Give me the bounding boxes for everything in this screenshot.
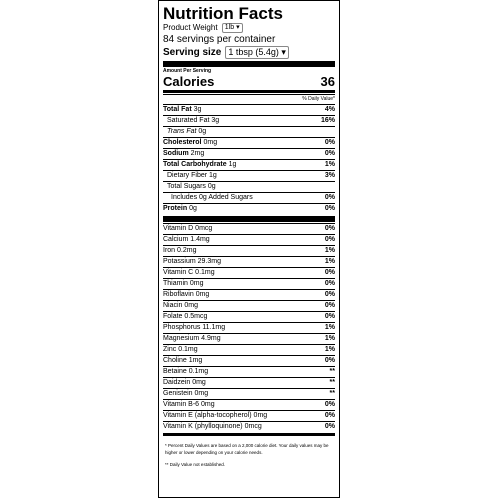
nutrient-amount: 0.1mg bbox=[195, 269, 215, 277]
nutrient-amount: 0mg bbox=[253, 412, 268, 420]
nutrient-daily-value: ** bbox=[329, 379, 335, 387]
nutrient-label: Daidzein bbox=[163, 379, 191, 387]
nutrient-label: Zinc bbox=[163, 346, 177, 354]
nutrient-amount: 0mg bbox=[195, 291, 210, 299]
nutrient-row bbox=[163, 399, 335, 410]
product-weight-row bbox=[163, 23, 335, 33]
panel-title: Nutrition Facts bbox=[163, 4, 283, 23]
serving-size-value: 1 tbsp (5.4g) bbox=[228, 47, 279, 58]
chevron-down-icon: ▾ bbox=[281, 47, 286, 58]
nutrient-row bbox=[163, 377, 335, 388]
nutrient-daily-value: 1% bbox=[324, 346, 335, 354]
nutrient-row bbox=[163, 388, 335, 399]
nutrient-amount: 1.4mg bbox=[190, 236, 210, 244]
nutrient-amount: 0.5mcg bbox=[184, 313, 208, 321]
nutrient-amount: 0mg bbox=[189, 280, 204, 288]
nutrient-amount: 0mg bbox=[192, 379, 206, 387]
nutrient-label: Includes bbox=[171, 194, 198, 202]
nutrient-daily-value: ** bbox=[329, 368, 335, 376]
nutrient-row bbox=[163, 421, 335, 432]
nutrient-amount: 0g Added Sugars bbox=[199, 194, 253, 202]
footnote-daily-values: * Percent Daily Values are based on a 2,000 calorie diet. Your daily values may be higher or lower depending on your calorie needs. bbox=[165, 443, 329, 456]
nutrient-label: Genistein bbox=[163, 390, 193, 398]
serving-size-label: Serving size bbox=[163, 47, 222, 59]
nutrient-row bbox=[163, 223, 335, 234]
nutrient-name bbox=[163, 389, 208, 399]
nutrient-row bbox=[163, 410, 335, 421]
nutrient-label: Potassium bbox=[163, 258, 196, 266]
nutrient-label: Cholesterol bbox=[163, 139, 202, 147]
nutrient-row bbox=[163, 170, 335, 181]
nutrient-row bbox=[163, 256, 335, 267]
medium-divider bbox=[163, 90, 335, 93]
calories-row bbox=[163, 75, 335, 89]
nutrient-name bbox=[163, 224, 212, 234]
nutrient-amount: 3g bbox=[211, 117, 220, 125]
footnote-not-established: ** Daily Value not established. bbox=[165, 462, 225, 468]
nutrient-name bbox=[167, 127, 206, 137]
nutrient-row bbox=[163, 148, 335, 159]
nutrient-amount: 0g bbox=[198, 128, 207, 136]
nutrient-name bbox=[163, 411, 267, 421]
medium-divider bbox=[163, 433, 335, 436]
nutrient-name bbox=[163, 367, 208, 377]
nutrient-name bbox=[163, 160, 236, 170]
nutrient-name bbox=[163, 323, 225, 333]
nutrient-name bbox=[163, 400, 215, 410]
thick-divider bbox=[163, 216, 335, 222]
nutrient-amount: 0g bbox=[189, 205, 197, 213]
nutrient-label: Vitamin C bbox=[163, 269, 194, 277]
nutrient-label: Vitamin D bbox=[163, 225, 194, 233]
macro-nutrients-list bbox=[163, 104, 335, 214]
nutrient-name bbox=[167, 171, 217, 181]
servings-per-container: 84 servings per container bbox=[163, 34, 276, 46]
nutrient-amount: 0mg bbox=[194, 390, 209, 398]
nutrient-amount: 0.2mg bbox=[177, 247, 197, 255]
amount-per-serving: Amount Per Serving bbox=[163, 68, 212, 75]
nutrient-daily-value: 0% bbox=[324, 269, 335, 277]
nutrient-daily-value: 1% bbox=[324, 258, 335, 266]
nutrient-amount: 0.1mg bbox=[188, 368, 209, 376]
nutrient-daily-value: 0% bbox=[324, 357, 335, 365]
nutrient-amount: 11.1mg bbox=[202, 324, 226, 332]
nutrient-label: Calcium bbox=[163, 236, 189, 244]
nutrient-name bbox=[167, 116, 219, 126]
nutrient-row bbox=[163, 333, 335, 344]
nutrient-amount: 3g bbox=[193, 106, 202, 114]
nutrient-label: Iron bbox=[163, 247, 176, 255]
nutrient-row bbox=[163, 267, 335, 278]
nutrient-amount: 0mg bbox=[203, 139, 218, 147]
nutrient-row bbox=[163, 126, 335, 137]
nutrient-amount: 0mcg bbox=[195, 225, 213, 233]
nutrient-daily-value: 0% bbox=[324, 205, 335, 213]
nutrient-label: Vitamin K (phylloquinone) bbox=[163, 423, 243, 431]
nutrient-amount: 0mg bbox=[201, 401, 215, 409]
nutrient-label: Vitamin E (alpha-tocopherol) bbox=[163, 412, 252, 420]
nutrient-row bbox=[163, 278, 335, 289]
nutrient-label: Vitamin B-6 bbox=[163, 401, 200, 409]
nutrient-daily-value: 0% bbox=[324, 401, 335, 409]
calories-label: Calories bbox=[163, 74, 215, 90]
nutrient-daily-value: 0% bbox=[324, 423, 335, 431]
nutrient-row bbox=[163, 115, 335, 126]
nutrient-name bbox=[163, 301, 198, 311]
nutrient-daily-value: 0% bbox=[324, 302, 335, 310]
nutrient-daily-value: 1% bbox=[324, 247, 335, 255]
nutrient-name bbox=[163, 268, 215, 278]
nutrient-name bbox=[163, 279, 203, 289]
nutrient-daily-value: 0% bbox=[324, 225, 335, 233]
nutrient-daily-value: 0% bbox=[324, 139, 335, 147]
nutrient-row bbox=[163, 203, 335, 214]
micro-nutrients-list bbox=[163, 223, 335, 432]
nutrient-daily-value: 0% bbox=[324, 280, 335, 288]
daily-value-header: % Daily Value* bbox=[163, 94, 335, 104]
nutrient-amount: 29.3mg bbox=[197, 258, 221, 266]
calories-value: 36 bbox=[320, 74, 335, 90]
nutrient-amount: 4.9mg bbox=[201, 335, 221, 343]
product-weight-select[interactable] bbox=[222, 23, 243, 33]
nutrient-name bbox=[163, 378, 206, 388]
thick-divider bbox=[163, 61, 335, 67]
nutrient-row bbox=[163, 344, 335, 355]
nutrient-row bbox=[163, 181, 335, 192]
nutrient-daily-value: 0% bbox=[324, 236, 335, 244]
nutrient-label: Thiamin bbox=[163, 280, 188, 288]
nutrient-name bbox=[163, 204, 197, 214]
nutrient-name bbox=[163, 138, 217, 148]
product-weight-value: 1lb bbox=[224, 24, 235, 31]
nutrient-name bbox=[171, 193, 253, 203]
nutrient-row bbox=[163, 234, 335, 245]
nutrient-daily-value: 0% bbox=[324, 313, 335, 321]
nutrient-name bbox=[163, 105, 201, 115]
nutrient-daily-value: 16% bbox=[320, 117, 335, 125]
product-weight-label: Product Weight bbox=[163, 23, 218, 33]
nutrient-amount: 1g bbox=[228, 161, 237, 169]
nutrient-name bbox=[163, 312, 207, 322]
nutrient-label: Total Carbohydrate bbox=[163, 161, 227, 169]
nutrient-amount: 1g bbox=[209, 172, 217, 180]
nutrient-label: Total Sugars bbox=[167, 183, 206, 191]
nutrient-label: Sodium bbox=[163, 150, 189, 158]
nutrient-name bbox=[163, 334, 221, 344]
chevron-down-icon: ▾ bbox=[236, 24, 240, 31]
nutrient-row bbox=[163, 289, 335, 300]
nutrient-daily-value: 0% bbox=[324, 412, 335, 420]
nutrient-row bbox=[163, 300, 335, 311]
nutrient-label: Riboflavin bbox=[163, 291, 194, 299]
nutrient-label: Protein bbox=[163, 205, 188, 213]
nutrient-amount: 0mcg bbox=[244, 423, 262, 431]
nutrient-name bbox=[163, 149, 204, 159]
nutrient-row bbox=[163, 137, 335, 148]
nutrient-name bbox=[163, 257, 221, 267]
nutrient-row bbox=[163, 159, 335, 170]
nutrient-name bbox=[163, 422, 262, 432]
nutrient-daily-value: 0% bbox=[324, 194, 335, 202]
serving-size-row bbox=[163, 46, 335, 59]
nutrient-daily-value: 1% bbox=[324, 335, 335, 343]
nutrient-daily-value: 0% bbox=[324, 291, 335, 299]
nutrient-daily-value: 3% bbox=[324, 172, 335, 180]
nutrient-label: Saturated Fat bbox=[167, 117, 210, 125]
nutrient-amount: 0g bbox=[207, 183, 216, 191]
nutrient-daily-value: 1% bbox=[324, 324, 335, 332]
nutrient-daily-value: ** bbox=[329, 390, 335, 398]
nutrient-name bbox=[163, 345, 198, 355]
nutrient-label: Phosphorus bbox=[163, 324, 201, 332]
nutrient-amount: 0mg bbox=[184, 302, 199, 310]
nutrient-label: Betaine bbox=[163, 368, 187, 376]
nutrient-label: Magnesium bbox=[163, 335, 200, 343]
nutrient-name bbox=[163, 246, 196, 256]
nutrient-name bbox=[163, 290, 209, 300]
nutrient-name bbox=[167, 182, 216, 192]
nutrient-daily-value: 4% bbox=[324, 106, 335, 114]
nutrient-amount: 1mg bbox=[188, 357, 203, 365]
nutrient-label: Choline bbox=[163, 357, 187, 365]
nutrient-row bbox=[163, 192, 335, 203]
nutrient-label: Total Fat bbox=[163, 106, 192, 114]
nutrient-name bbox=[163, 235, 210, 245]
nutrient-label: Folate bbox=[163, 313, 183, 321]
serving-size-select[interactable] bbox=[225, 46, 289, 59]
nutrient-daily-value: 1% bbox=[324, 161, 335, 169]
nutrient-row bbox=[163, 322, 335, 333]
nutrient-amount: 0.1mg bbox=[178, 346, 198, 354]
nutrient-row bbox=[163, 104, 335, 115]
nutrient-label: Niacin bbox=[163, 302, 183, 310]
nutrient-row bbox=[163, 366, 335, 377]
nutrition-facts-panel bbox=[158, 0, 340, 498]
nutrient-label: Dietary Fiber bbox=[167, 172, 208, 180]
nutrient-daily-value: 0% bbox=[324, 150, 335, 158]
nutrient-label: Trans Fat bbox=[167, 128, 197, 136]
nutrient-row bbox=[163, 355, 335, 366]
nutrient-row bbox=[163, 245, 335, 256]
nutrient-amount: 2mg bbox=[190, 150, 205, 158]
nutrient-name bbox=[163, 356, 202, 366]
nutrient-row bbox=[163, 311, 335, 322]
